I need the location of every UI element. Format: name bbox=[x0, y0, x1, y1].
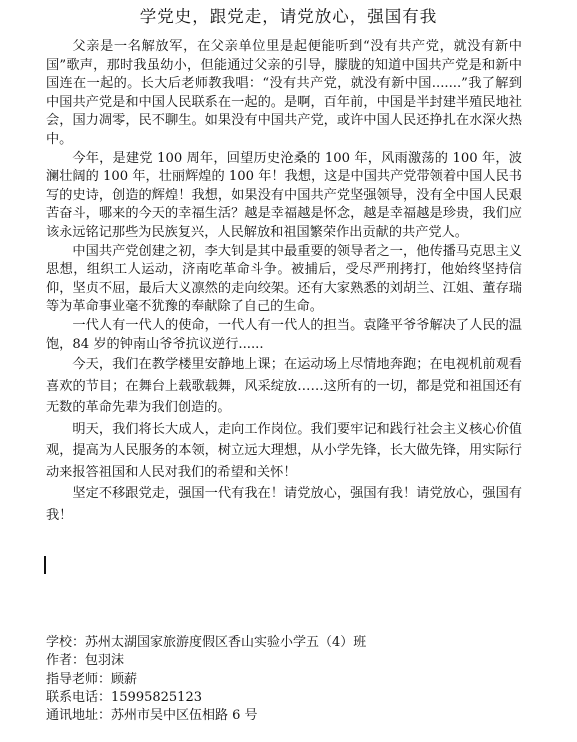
paragraph-1: 父亲是一名解放军，在父亲单位里是起便能听到“没有共产党，就没有新中国”歌声，那时我虽幼小，但能通过父亲的引导，朦胧的知道中国共产党是和新中国连在一起的。长大后老师教我唱：“没有共产党，就没有新中国.......”我了解到中国共产党是和中国人民联系在一起的。是啊，百年前，中国是半封建半殖民地社会，国力凋零，民不聊生。如果没有中国共产党，或许中国人民还挣扎在水深火热中。 bbox=[46, 39, 522, 147]
paragraph-7: 坚定不移跟党走，强国一代有我在！请党放心，强国有我！请党放心，强国有我！ bbox=[46, 486, 522, 523]
text-cursor[interactable] bbox=[44, 556, 46, 574]
document-body bbox=[46, 38, 522, 526]
teacher-line: 指导老师：顾薪 bbox=[46, 671, 138, 687]
paragraph-3: 中国共产党创建之初，李大钊是其中最重要的领导者之一，他传播马克思主义思想，组织工人运动，济南吃革命斗争。被捕后，受尽严刑拷打，他始终坚持信仰，坚贞不屈，最后大义凛然的走向绞架。还有大家熟悉的刘胡兰、江姐、董存瑞等为革命事业毫不犹豫的奉献除了自己的生命。 bbox=[46, 243, 522, 315]
author-info bbox=[46, 634, 526, 725]
phone-line: 联系电话：15995825123 bbox=[46, 689, 202, 705]
paragraph-5: 今天，我们在教学楼里安静地上课；在运动场上尽情地奔跑；在电视机前观看喜欢的节目；在舞台上载歌载舞，风采绽放……这所有的一切，都是党和祖国还有无数的革命先辈为我们创造的。 bbox=[46, 357, 522, 416]
document-title: 学党史，跟党走，请党放心，强国有我 bbox=[139, 7, 438, 26]
paragraph-2: 今年，是建党 100 周年，回望历史沧桑的 100 年，风雨激荡的 100 年，波澜壮阔的 100 年，壮丽辉煌的 100 年！我想，这是中国共产党带领着中国人民书写的史诗，创造的辉煌！我想，如果没有中国共产党坚强领导，没有全中国人民艰苦奋斗，哪来的今天的幸福生活？越是幸福越是怀念，越是幸福越是珍贵，我们应该永远铭记那些为民族复兴，人民解放和祖国繁荣作出贡献的共产党人。 bbox=[46, 150, 522, 240]
paragraph-6: 明天，我们将长大成人，走向工作岗位。我们要牢记和践行社会主义核心价值观，提高为人民服务的本领，树立远大理想，从小学先锋，长大做先锋，用实际行动来报答祖国和人民对我们的希望和关怀！ bbox=[46, 421, 522, 480]
address-line: 通讯地址：苏州市吴中区伍相路 6 号 bbox=[46, 708, 258, 724]
paragraph-4: 一代人有一代人的使命，一代人有一代人的担当。袁隆平爷爷解决了人民的温饱，84 岁的钟南山爷爷抗议逆行...... bbox=[46, 317, 522, 352]
author-line: 作者：包羽沫 bbox=[46, 653, 125, 669]
school-line: 学校：苏州太湖国家旅游度假区香山实验小学五（4）班 bbox=[46, 635, 367, 650]
